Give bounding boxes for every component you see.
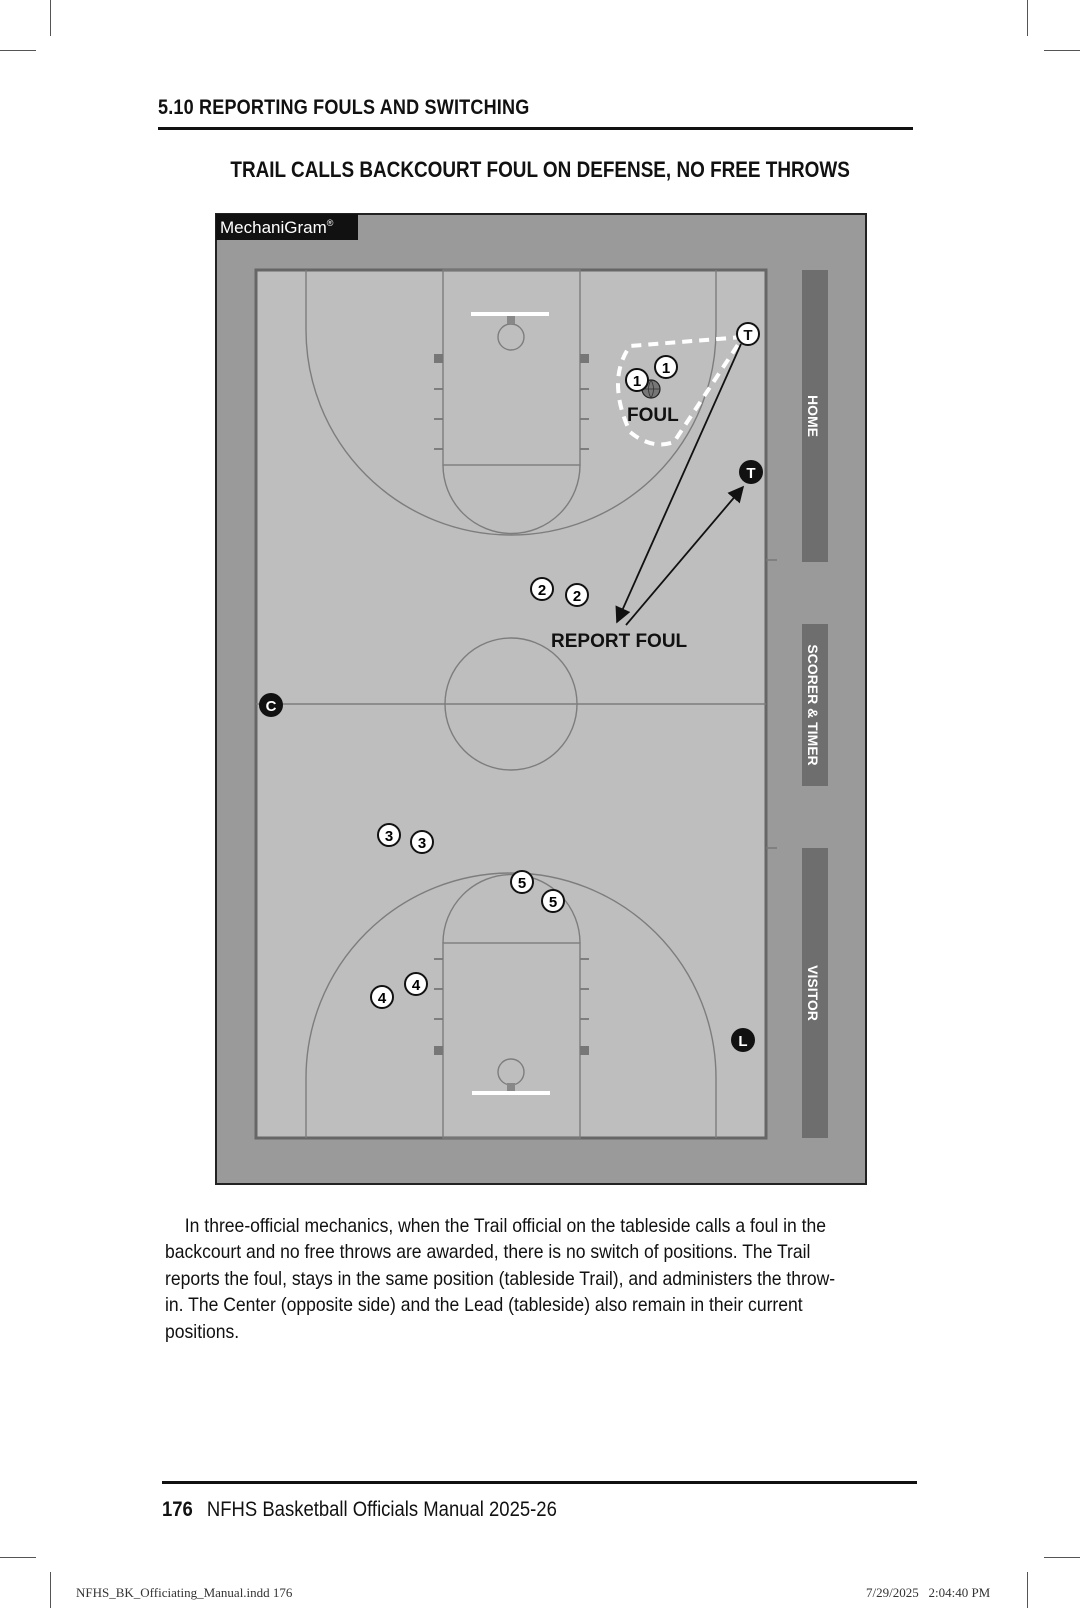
player — [405, 973, 427, 995]
crop-mark — [0, 1557, 36, 1558]
scorer-timer-label: SCORER & TIMER — [805, 644, 821, 766]
footer-rule — [162, 1481, 917, 1484]
official-trail-start — [737, 323, 759, 345]
svg-text:3: 3 — [417, 835, 427, 852]
player — [542, 890, 564, 912]
report-foul-label: REPORT FOUL — [551, 631, 688, 652]
svg-text:1: 1 — [661, 360, 671, 377]
visitor-label: VISITOR — [805, 965, 821, 1021]
page-footer — [162, 1498, 557, 1522]
official-lead — [731, 1028, 755, 1052]
svg-text:5: 5 — [517, 875, 527, 892]
svg-text:4: 4 — [411, 977, 421, 994]
crop-mark — [1027, 1572, 1028, 1608]
svg-text:1: 1 — [632, 373, 642, 390]
mechanigram-badge-text: MechaniGram® — [220, 218, 334, 237]
svg-text:C: C — [265, 698, 277, 715]
player — [378, 824, 400, 846]
player — [411, 831, 433, 853]
book-title: NFHS Basketball Officials Manual 2025-26 — [206, 1498, 557, 1521]
crop-mark — [50, 1572, 51, 1608]
svg-text:2: 2 — [572, 588, 582, 605]
player — [531, 578, 553, 600]
foul-label: FOUL — [627, 405, 679, 426]
svg-text:2: 2 — [537, 582, 547, 599]
page-number: 176 — [162, 1498, 193, 1521]
body-paragraph: In three-official mechanics, when the Trail official on the tableside calls a foul in the backcourt and no free throws are awarded, there is no switch of positions. The Trail reports the foul, stays in the same position (tableside Trail), and administers the throw-in. The Center (opposite side) and the Lead (tableside) also remain in their current positions. — [165, 1215, 836, 1343]
player — [626, 369, 648, 391]
crop-mark — [1044, 1557, 1080, 1558]
svg-text:5: 5 — [548, 894, 558, 911]
player — [511, 871, 533, 893]
player — [371, 986, 393, 1008]
svg-text:3: 3 — [384, 828, 394, 845]
home-label: HOME — [805, 395, 821, 437]
player — [566, 584, 588, 606]
official-trail-end — [739, 460, 763, 484]
diagram-title: TRAIL CALLS BACKCOURT FOUL ON DEFENSE, NO FREE THROWS — [230, 157, 850, 182]
player — [655, 356, 677, 378]
section-title: 5.10 REPORTING FOULS AND SWITCHING — [158, 96, 530, 119]
slug-datetime: 7/29/2025 2:04:40 PM — [866, 1585, 991, 1600]
svg-text:L: L — [738, 1033, 748, 1050]
svg-text:T: T — [746, 465, 756, 482]
official-center — [259, 693, 283, 717]
slug-file: NFHS_BK_Officiating_Manual.indd 176 — [76, 1585, 293, 1600]
svg-text:T: T — [743, 327, 753, 344]
svg-text:4: 4 — [377, 990, 387, 1007]
